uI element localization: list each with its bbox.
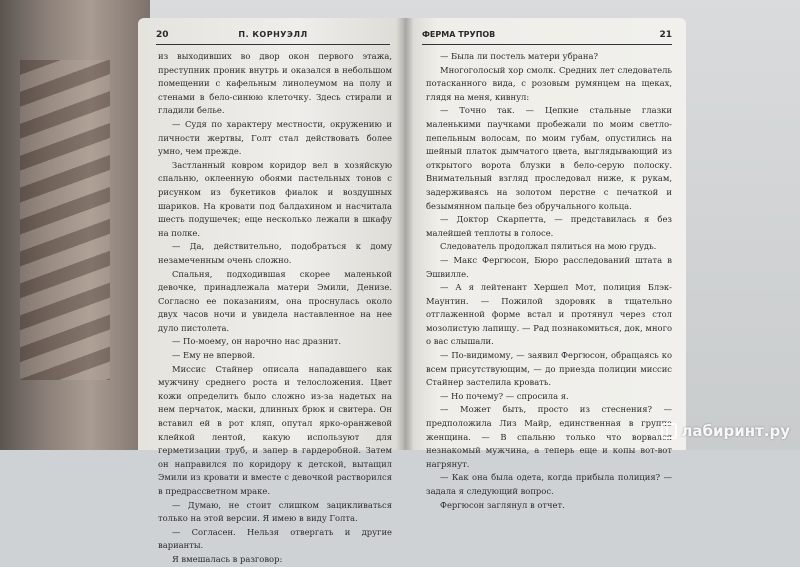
book-gutter-shadow <box>396 18 414 450</box>
paragraph: — Может быть, просто из стеснения? — предположила Лиз Майр, единственная в группе женщина. — В спальню только что ворвался незнакомый мужчина, а теперь еще и копы вот-вот нагрянут. <box>426 404 672 469</box>
right-page <box>404 18 686 510</box>
paragraph: — Была ли постель матери убрана? <box>440 51 598 61</box>
left-page-header <box>156 28 390 45</box>
running-head: П. КОРНУЭЛЛ <box>238 30 308 39</box>
paragraph: — Согласен. Нельзя отвергать и другие варианты. <box>158 526 392 551</box>
running-head: ФЕРМА ТРУПОВ <box>422 30 496 39</box>
paragraph: — Доктор Скарпетта, — представилась я без малейшей теплоты в голосе. <box>426 214 672 238</box>
paragraph: — А я лейтенант Хершел Мот, полиция Блэк-Маунтин. — Пожилой здоровяк в тщательно отглаженной форме встал и протянул через стол мозолистую лапищу. — Рад познакомиться, док, много о вас слышали. <box>426 282 672 347</box>
paragraph: — Точно так. — Цепкие стальные глазки маленькими паучками пробежали по моим светло-пепельным волосам, по моим губам, опустились на шейный платок дымчатого цвета, выглядывающий из открытого ворота блузки в бело-серую полоску. Внимательный взгляд проследовал ниже, к рукам, задерживаясь на золотом перстне с печаткой и безымянном пальце без обручального кольца. <box>426 105 672 211</box>
paragraph: Спальня, подходившая скорее маленькой девочке, принадлежала матери Эмили, Денизе. Согласно ее показаниям, она проснулась около двух часов ночи и увидела наставленное на нее дуло пистолета. <box>158 268 392 333</box>
paragraph: Миссис Стайнер описала нападавшего как мужчину среднего роста и телосложения. Цвет кожи определить было сложно из-за надетых на нем перчаток, маски, длинных брюк и свитера. Он вставил ей в рот кляп, опутал ярко-оранжевой клейкой лентой, какую используют для герметизации труб, и запер в гардеробной. Затем он направился по коридору к детской, вытащил Эмили из кровати и вместе с девочкой растворился в предрассветном мраке. <box>158 363 392 496</box>
page-number: 21 <box>659 30 672 40</box>
paragraph: — Как она была одета, когда прибыла полиция? — задала я следующий вопрос. <box>426 472 672 496</box>
paragraph: Следователь продолжал пялиться на мою грудь. <box>440 241 657 252</box>
paragraph: Многоголосый хор смолк. Средних лет следователь потасканного вида, с розовым румянцем на щеках, глядя на меня, кивнул: <box>426 64 672 102</box>
watermark-text: лабиринт.ру <box>681 422 790 440</box>
paragraph: — Ему не впервой. <box>172 350 256 361</box>
paragraph: Я вмешалась в разговор: <box>172 553 283 564</box>
paragraph: из выходивших во двор окон первого этажа, преступник проник внутрь и оказался в небольшом помещении с кафельным линолеумом на полу и стенами в бело-синюю клеточку. Здесь стирали и гладили белье. <box>158 51 392 116</box>
left-page-text <box>158 50 392 567</box>
paragraph: — Судя по характеру местности, окружению и личности жертвы, Голт стал действовать более умно, чем прежде. <box>158 118 392 157</box>
paragraph: — Макс Фергюсон, Бюро расследований штата в Эшвилле. <box>426 254 672 279</box>
watermark <box>661 422 790 440</box>
left-page <box>138 18 404 564</box>
right-page-header <box>422 28 672 45</box>
labirint-logo-icon <box>661 423 677 439</box>
right-page-text <box>426 50 672 512</box>
book-cover-edge <box>0 0 150 450</box>
paragraph: — По-видимому, — заявил Фергюсон, обращаясь ко всем присутствующим, — до приезда полиции миссис Стайнер застелила кровать. <box>426 350 672 388</box>
paragraph: — Думаю, не стоит слишком зацикливаться только на этой версии. Я имею в виду Голта. <box>158 499 392 524</box>
paragraph: — Но почему? — спросила я. <box>440 390 569 401</box>
paragraph: — По-моему, он нарочно нас дразнит. <box>172 336 342 347</box>
paragraph: Застланный ковром коридор вел в хозяйскую спальню, оклеенную обоями пастельных тонов с рисунком из букетиков фиалок и воздушных шариков. На кровати под балдахином и насчитала шесть подушечек; еще несколько лежали в шкафу на полке. <box>158 159 392 238</box>
page-number: 20 <box>156 30 169 40</box>
paragraph: — Да, действительно, подобраться к дому незамеченным очень сложно. <box>158 241 392 265</box>
paragraph: Фергюсон заглянул в отчет. <box>440 499 565 510</box>
